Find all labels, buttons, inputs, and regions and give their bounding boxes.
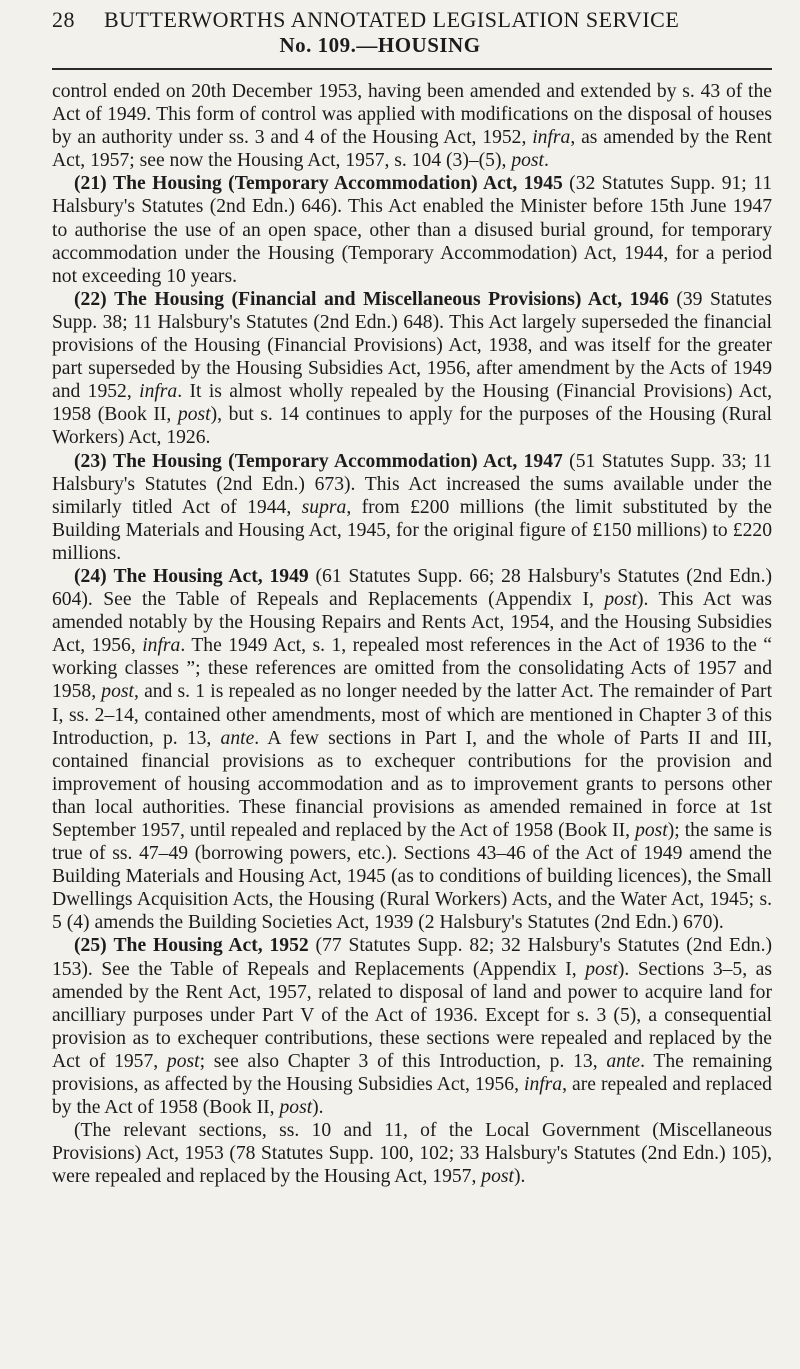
paragraph-23 <box>52 450 772 565</box>
text-segment: , and s. 1 is repealed as no longer needed by the latter Act. The remainder of Part I, ss. 2–14, contained other amendments, most of which are mentioned in Chapter 3 of this Introduction, p. 13, <box>52 681 773 749</box>
act-title: The Housing (Temporary Accommodation) Act, 1945 <box>113 173 563 195</box>
section-subtitle: No. 109.—HOUSING <box>279 33 481 57</box>
paragraph-22 <box>52 288 772 450</box>
italic-reference: post <box>635 820 668 841</box>
text-segment: . A few sections in Part I, and the whole of Parts II and III, contained financial provisions as to exchequer contributions for the provision and improvement of housing accommodation and as to improvement grants to persons other than local authorities. These financial provisions as amended remained in force at 1st September 1957, until repealed and replaced by the Act of 1958 (Book II, <box>52 727 773 841</box>
italic-reference: post <box>604 589 638 611</box>
text-segment: (77 Statutes Supp. 82; 32 Halsbury's Statutes (2nd Edn.) 153). See the Table of Repeals and Replacements (Appendix I, <box>52 935 772 980</box>
text-segment: control ended on 20th December 1953, having been amended and extended by s. 43 of the Act of 1949. This form of control was applied with modifications on the disposal of houses by an authority under ss. 3 and 4 of the Housing Act, 1952, <box>52 81 772 149</box>
italic-reference: post <box>279 1097 313 1119</box>
page-number: 28 <box>52 7 75 32</box>
italic-reference: post <box>177 404 211 426</box>
text-segment: . <box>543 150 549 172</box>
text-segment: ). This Act was amended notably by the Housing Repairs and Rents Act, 1954, and the Housing Subsidies Act, 1956, <box>52 589 772 657</box>
act-title: The Housing Act, 1952 <box>113 935 309 957</box>
paragraph-continuation <box>52 80 772 172</box>
text-segment: , from £200 millions (the limit substituted by the Building Materials and Housing Act, 1945, for the original figure of £150 millions) to £220 millions. <box>52 496 772 564</box>
text-segment: . The remaining provisions, as affected by the Housing Subsidies Act, 1956, <box>52 1050 772 1096</box>
act-title: The Housing Act, 1949 <box>113 565 309 587</box>
italic-reference: supra <box>301 496 347 518</box>
text-segment: , are repealed and replaced by the Act of 1958 (Book II, <box>52 1074 772 1119</box>
paragraph-number: (21) <box>74 173 107 195</box>
text-segment: ); the same is true of ss. 47–49 (borrowing powers, etc.). Sections 43–46 of the Act of 1949 amend the Building Materials and Housing Act, 1945 (as to conditions of building licences), the Small Dwellings Acquisition Acts, the Housing (Rural Workers) Acts, and the Water Act, 1945; s. 5 (4) amends the Building Societies Act, 1939 (2 Halsbury's Statutes (2nd Edn.) 670). <box>52 820 772 934</box>
paragraph-number: (22) <box>74 288 107 310</box>
text-segment: . It is almost wholly repealed by the Housing (Financial Provisions) Act, 1958 (Book II, <box>52 381 772 426</box>
italic-reference: post <box>166 1050 200 1072</box>
italic-reference: infra <box>532 127 571 149</box>
text-segment: ; see also Chapter 3 of this Introduction, p. 13, <box>199 1050 607 1072</box>
text-segment: , as amended by the Rent Act, 1957; see now the Housing Act, 1957, s. 104 (3)–(5), <box>52 127 772 172</box>
text-segment: . The 1949 Act, s. 1, repealed most references in the Act of 1936 to the “ working classes ”; these references are omitted from the consolidating Acts of 1957 and 1958, <box>52 635 772 703</box>
italic-reference: post <box>511 150 544 172</box>
italic-reference: post <box>101 681 134 703</box>
italic-reference: ante <box>220 727 255 749</box>
paragraph-21 <box>52 172 772 287</box>
text-segment: (39 Statutes Supp. 38; 11 Halsbury's Statutes (2nd Edn.) 648). This Act largely superseded the financial provisions of the Housing (Financial Provisions) Act, 1938, and was itself for the greater part superseded by the Housing Subsidies Act, 1956, after amendment by the Acts of 1949 and 1952, <box>52 288 772 403</box>
italic-reference: infra <box>524 1074 563 1096</box>
header-rule <box>52 68 772 70</box>
paragraph-number: (25) <box>74 935 107 957</box>
text-segment: ). <box>312 1097 324 1119</box>
italic-reference: post <box>481 1166 514 1188</box>
text-segment: ). <box>513 1166 526 1188</box>
text-segment: (32 Statutes Supp. 91; 11 Halsbury's Statutes (2nd Edn.) 646). This Act enabled the Minister before 15th June 1947 to authorise the use of an open space, other than a disused burial ground, for temporary accommodation under the Housing (Temporary Accommodation) Act, 1944, for a period not exceeding 10 years. <box>52 173 772 287</box>
paragraph-25 <box>52 934 772 1119</box>
text-segment: ). Sections 3–5, as amended by the Rent Act, 1957, related to disposal of land and power to acquire land for ancilliary purposes under Part V of the Act of 1936. Except for s. 3 (5), a consequential provision as to exchequer contributions, these sections were repealed and replaced by the Act of 1957, <box>52 958 772 1072</box>
italic-reference: infra <box>139 381 178 403</box>
text-segment: ), but s. 14 continues to apply for the purposes of the Housing (Rural Workers) Act, 1926. <box>52 404 772 449</box>
text-segment: (61 Statutes Supp. 66; 28 Halsbury's Statutes (2nd Edn.) 604). See the Table of Repeals and Replacements (Appendix I, <box>52 565 772 611</box>
text-segment: (51 Statutes Supp. 33; 11 Halsbury's Statutes (2nd Edn.) 673). This Act increased the sums available under the similarly titled Act of 1944, <box>52 450 772 518</box>
italic-reference: post <box>585 958 618 980</box>
publication-title: BUTTERWORTHS ANNOTATED LEGISLATION SERVICE <box>104 7 680 32</box>
italic-reference: ante <box>606 1050 641 1072</box>
act-title: The Housing (Financial and Miscellaneous Provisions) Act, 1946 <box>114 288 669 310</box>
act-title: The Housing (Temporary Accommodation) Act, 1947 <box>113 450 563 472</box>
running-head <box>52 8 772 32</box>
paragraph-number: (23) <box>74 450 107 472</box>
paragraph-25-note <box>52 1119 772 1188</box>
body-text <box>52 80 772 1189</box>
paragraph-number: (24) <box>74 565 107 587</box>
italic-reference: infra <box>142 635 181 657</box>
paragraph-24 <box>52 565 772 935</box>
text-segment: (The relevant sections, ss. 10 and 11, of the Local Government (Miscellaneous Provisions) Act, 1953 (78 Statutes Supp. 100, 102; 33 Halsbury's Statutes (2nd Edn.) 105), were repealed and replaced by the Housing Act, 1957, <box>52 1120 772 1188</box>
